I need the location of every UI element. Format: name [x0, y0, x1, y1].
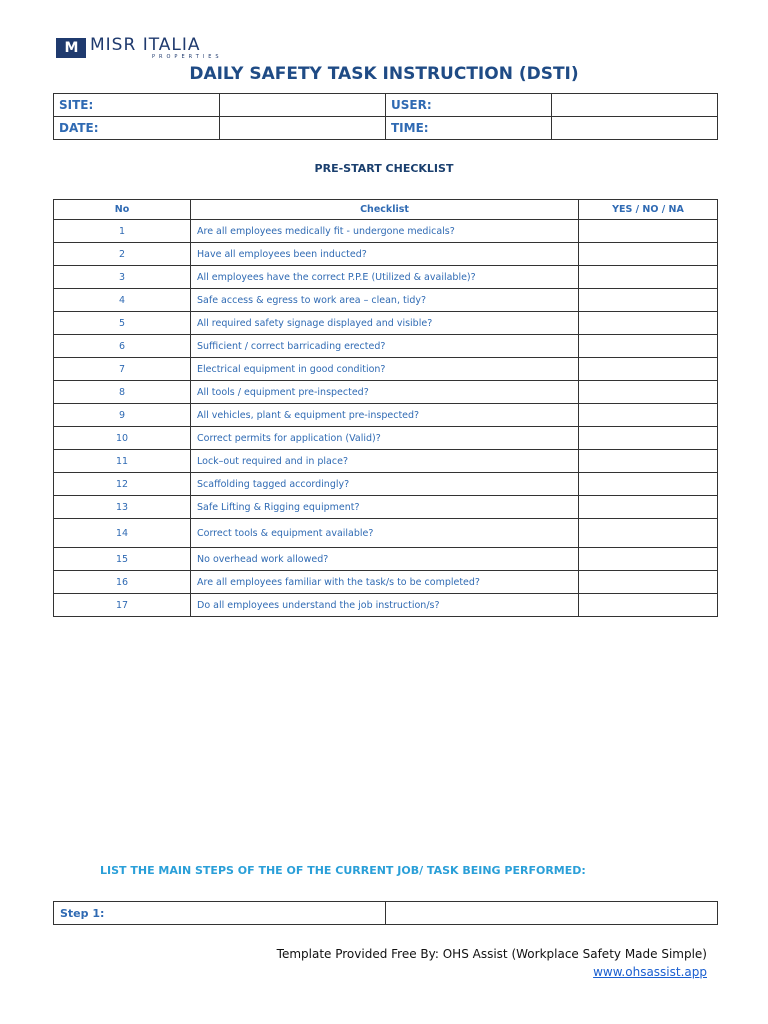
row-answer-cell[interactable] — [579, 266, 718, 289]
column-header-no: No — [54, 200, 191, 220]
row-number: 14 — [54, 519, 191, 548]
row-number: 1 — [54, 220, 191, 243]
row-item: All tools / equipment pre-inspected? — [191, 381, 579, 404]
logo-text — [90, 34, 223, 60]
row-answer-cell[interactable] — [579, 473, 718, 496]
steps-table — [53, 901, 718, 925]
step-1-label: Step 1: — [54, 902, 386, 925]
table-row — [54, 358, 718, 381]
row-number: 8 — [54, 381, 191, 404]
row-answer-cell[interactable] — [579, 335, 718, 358]
checklist-heading: PRE-START CHECKLIST — [314, 162, 454, 175]
footer-credit: Template Provided Free By: OHS Assist (Workplace Safety Made Simple) — [276, 947, 707, 961]
row-item: Electrical equipment in good condition? — [191, 358, 579, 381]
column-header-checklist: Checklist — [191, 200, 579, 220]
table-row — [54, 427, 718, 450]
row-item: No overhead work allowed? — [191, 548, 579, 571]
time-field[interactable] — [552, 117, 718, 140]
row-answer-cell[interactable] — [579, 594, 718, 617]
row-number: 7 — [54, 358, 191, 381]
table-row — [54, 381, 718, 404]
table-row — [54, 335, 718, 358]
row-item: Scaffolding tagged accordingly? — [191, 473, 579, 496]
row-answer-cell[interactable] — [579, 381, 718, 404]
step-row — [54, 902, 718, 925]
row-item: Safe Lifting & Rigging equipment? — [191, 496, 579, 519]
row-number: 9 — [54, 404, 191, 427]
table-row — [54, 266, 718, 289]
info-table — [53, 93, 718, 140]
table-row — [54, 473, 718, 496]
row-item: Do all employees understand the job instruction/s? — [191, 594, 579, 617]
row-item: All employees have the correct P.P.E (Utilized & available)? — [191, 266, 579, 289]
table-row — [54, 571, 718, 594]
row-answer-cell[interactable] — [579, 404, 718, 427]
row-answer-cell[interactable] — [579, 289, 718, 312]
row-answer-cell[interactable] — [579, 496, 718, 519]
row-item: Sufficient / correct barricading erected? — [191, 335, 579, 358]
row-number: 11 — [54, 450, 191, 473]
table-row — [54, 220, 718, 243]
row-answer-cell[interactable] — [579, 312, 718, 335]
row-item: Are all employees familiar with the task/s to be completed? — [191, 571, 579, 594]
table-row — [54, 450, 718, 473]
date-label: DATE: — [54, 117, 220, 140]
row-item: Safe access & egress to work area – clean, tidy? — [191, 289, 579, 312]
table-row — [54, 243, 718, 266]
table-row — [54, 594, 718, 617]
row-answer-cell[interactable] — [579, 571, 718, 594]
info-row-site-user — [54, 94, 718, 117]
table-row — [54, 312, 718, 335]
company-logo — [56, 34, 276, 62]
user-field[interactable] — [552, 94, 718, 117]
row-item: Have all employees been inducted? — [191, 243, 579, 266]
row-number: 10 — [54, 427, 191, 450]
row-item: Lock–out required and in place? — [191, 450, 579, 473]
info-row-date-time — [54, 117, 718, 140]
row-number: 4 — [54, 289, 191, 312]
steps-heading: LIST THE MAIN STEPS OF THE OF THE CURRENT JOB/ TASK BEING PERFORMED: — [100, 864, 586, 877]
row-answer-cell[interactable] — [579, 519, 718, 548]
logo-subtitle: PROPERTIES — [152, 53, 223, 60]
logo-mark: M — [56, 38, 86, 58]
date-field[interactable] — [220, 117, 386, 140]
step-1-field[interactable] — [386, 902, 718, 925]
row-number: 16 — [54, 571, 191, 594]
row-number: 5 — [54, 312, 191, 335]
row-item: Are all employees medically fit - undergone medicals? — [191, 220, 579, 243]
row-answer-cell[interactable] — [579, 358, 718, 381]
table-row — [54, 496, 718, 519]
row-number: 17 — [54, 594, 191, 617]
table-row — [54, 289, 718, 312]
checklist-header-row — [54, 200, 718, 220]
row-item: Correct permits for application (Valid)? — [191, 427, 579, 450]
column-header-answer: YES / NO / NA — [579, 200, 718, 220]
table-row — [54, 404, 718, 427]
row-answer-cell[interactable] — [579, 427, 718, 450]
row-answer-cell[interactable] — [579, 220, 718, 243]
row-number: 13 — [54, 496, 191, 519]
row-number: 2 — [54, 243, 191, 266]
footer-link[interactable]: www.ohsassist.app — [593, 965, 707, 979]
footer — [277, 945, 707, 981]
row-answer-cell[interactable] — [579, 243, 718, 266]
row-number: 6 — [54, 335, 191, 358]
row-item: All vehicles, plant & equipment pre-inspected? — [191, 404, 579, 427]
site-field[interactable] — [220, 94, 386, 117]
row-answer-cell[interactable] — [579, 450, 718, 473]
table-row — [54, 548, 718, 571]
row-answer-cell[interactable] — [579, 548, 718, 571]
row-item: Correct tools & equipment available? — [191, 519, 579, 548]
row-number: 15 — [54, 548, 191, 571]
user-label: USER: — [386, 94, 552, 117]
row-number: 3 — [54, 266, 191, 289]
row-number: 12 — [54, 473, 191, 496]
table-row — [54, 519, 718, 548]
site-label: SITE: — [54, 94, 220, 117]
logo-name: MISR ITALIA — [90, 34, 201, 55]
document-title: DAILY SAFETY TASK INSTRUCTION (DSTI) — [189, 64, 579, 84]
row-item: All required safety signage displayed and visible? — [191, 312, 579, 335]
time-label: TIME: — [386, 117, 552, 140]
checklist-table — [53, 199, 718, 617]
